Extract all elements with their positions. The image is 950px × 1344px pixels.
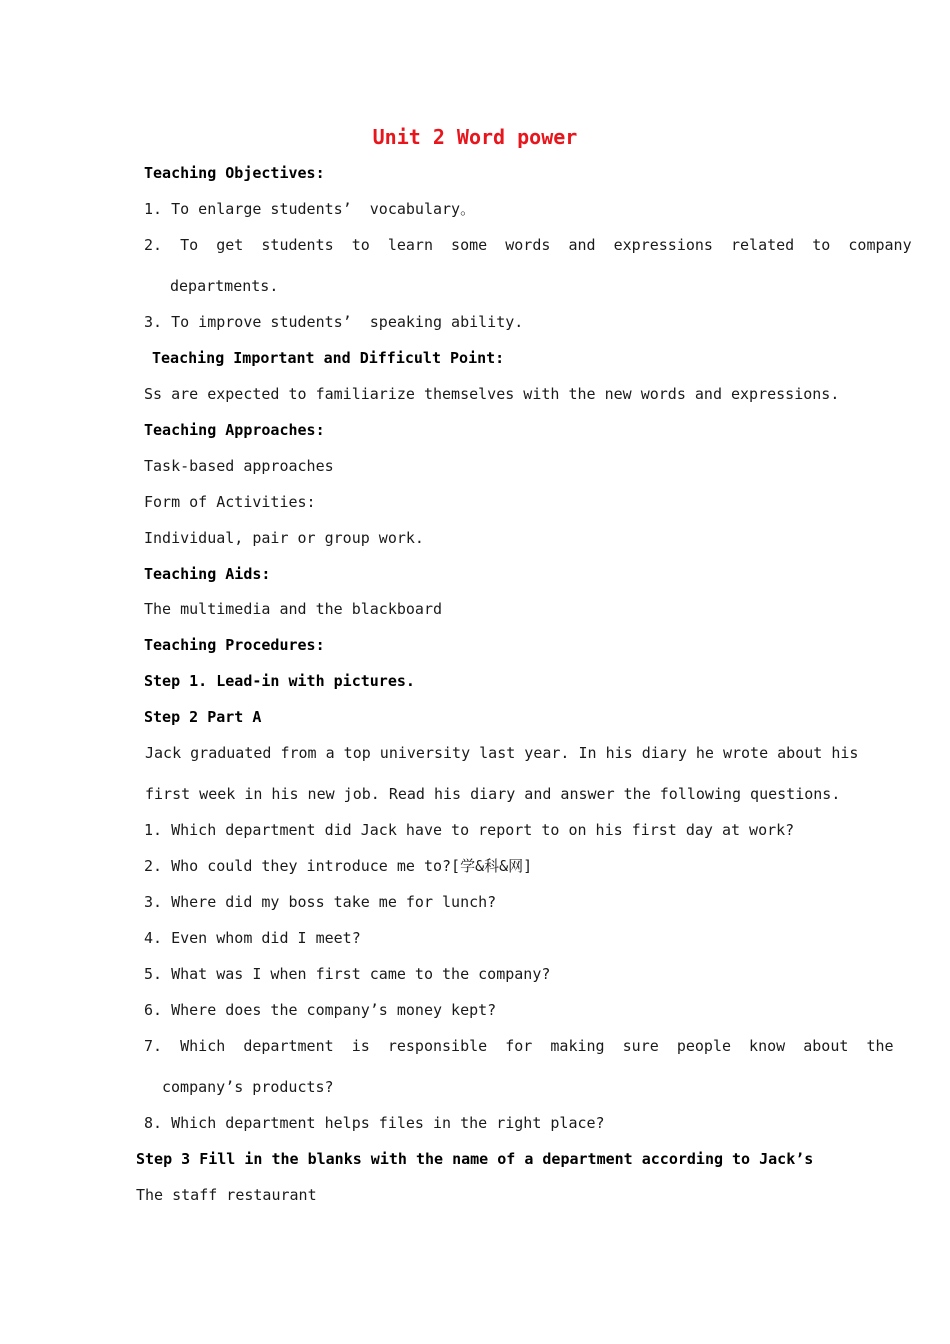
- objective-item: 3. To improve students’ speaking ability.: [144, 313, 524, 331]
- aids-heading: Teaching Aids:: [144, 565, 271, 583]
- question-item-continuation: company’s products?: [162, 1078, 334, 1096]
- important-text: Ss are expected to familiarize themselves with the new words and expressions.: [144, 385, 840, 403]
- objective-item-continuation: departments.: [170, 277, 279, 295]
- step1-heading: Step 1. Lead-in with pictures.: [144, 672, 415, 690]
- document-title: Unit 2 Word power: [372, 125, 578, 149]
- question-item: 8. Which department helps files in the right place?: [144, 1114, 605, 1132]
- objectives-heading: Teaching Objectives:: [144, 164, 325, 182]
- step3-heading: Step 3 Fill in the blanks with the name of a department according to Jack’s: [136, 1150, 814, 1168]
- procedures-heading: Teaching Procedures:: [144, 636, 325, 654]
- question-item: 3. Where did my boss take me for lunch?: [144, 893, 497, 911]
- aids-text: The multimedia and the blackboard: [144, 600, 443, 618]
- objective-item: 2. To get students to learn some words and expressions related to company: [144, 236, 912, 254]
- question-item: 4. Even whom did I meet?: [144, 929, 361, 947]
- activities-text: Individual, pair or group work.: [144, 529, 424, 547]
- question-item: 5. What was I when first came to the company?: [144, 965, 551, 983]
- activities-label: Form of Activities:: [144, 493, 316, 511]
- question-item: 7. Which department is responsible for making sure people know about the: [144, 1037, 894, 1055]
- step3-text: The staff restaurant: [136, 1186, 317, 1204]
- approaches-text: Task-based approaches: [144, 457, 334, 475]
- approaches-heading: Teaching Approaches:: [144, 421, 325, 439]
- step2-paragraph-line: first week in his new job. Read his diary and answer the following questions.: [145, 785, 841, 803]
- question-item: 2. Who could they introduce me to?[学&科&网]: [144, 857, 533, 875]
- objective-item: 1. To enlarge students’ vocabulary。: [144, 200, 476, 218]
- step2-heading: Step 2 Part A: [144, 708, 262, 726]
- important-heading: Teaching Important and Difficult Point:: [152, 349, 505, 367]
- question-item: 1. Which department did Jack have to report to on his first day at work?: [144, 821, 795, 839]
- question-item: 6. Where does the company’s money kept?: [144, 1001, 497, 1019]
- step2-paragraph-line: Jack graduated from a top university last year. In his diary he wrote about his: [145, 744, 859, 762]
